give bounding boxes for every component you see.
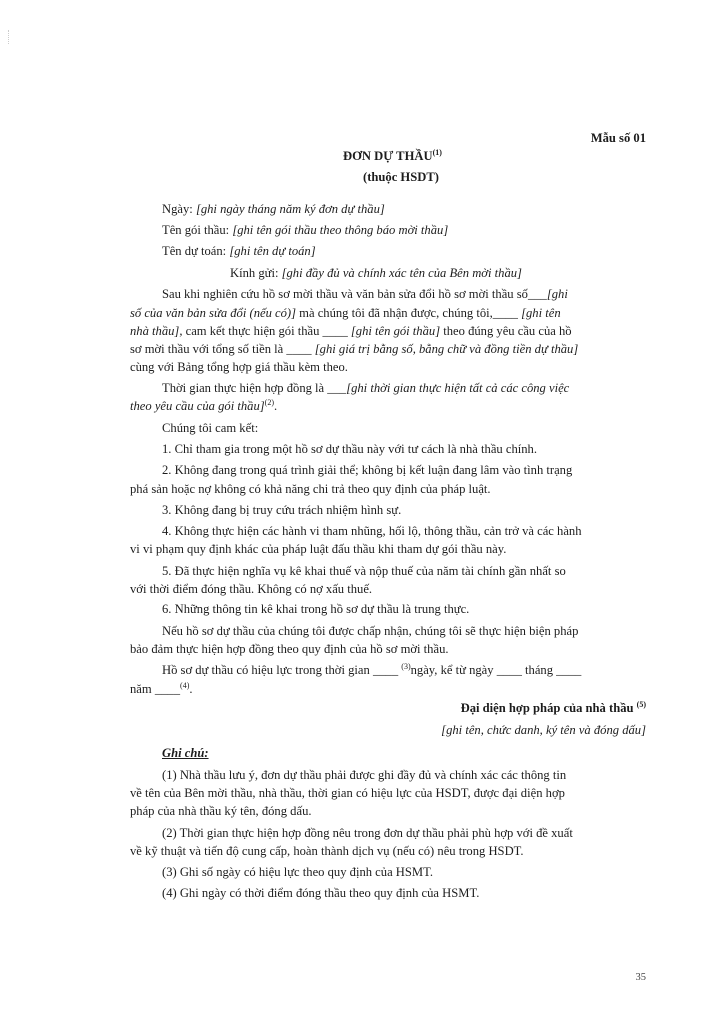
para4-line1: Hồ sơ dự thầu có hiệu lực trong thời gian ____ $^{(3)}$ngày, kể từ ngày ____ tháng ____ (162, 661, 582, 677)
notes-heading: Ghi chú: (162, 746, 209, 760)
scan-edge-mark (8, 30, 11, 44)
note-1-line3: pháp của nhà thầu ký tên, đóng dấu. (130, 804, 312, 818)
commit-item-4-line1: 4. Không thực hiện các hành vi tham nhũng, hối lộ, thông thầu, cản trở và các hành (162, 524, 582, 538)
para1-line1: Sau khi nghiên cứu hồ sơ mời thầu và văn bản sửa đổi hồ sơ mời thầu số___[ghi (162, 287, 568, 301)
commit-item-2-line2: phá sản hoặc nợ không có khả năng chi trả theo quy định của pháp luật. (130, 482, 491, 496)
note-4: (4) Ghi ngày có thời điểm đóng thầu theo quy định của HSMT. (162, 886, 480, 900)
document-title: ĐƠN DỰ THẦU$^{(1)}$ (343, 147, 442, 163)
recipient-line: Kính gửi: [ghi đầy đủ và chính xác tên của Bên mời thầu] (230, 266, 522, 280)
para4-line2: năm ____$^{(4)}$. (130, 680, 193, 696)
para1-line2: số của văn bản sửa đổi (nếu có)] mà chúng tôi đã nhận được, chúng tôi,____ [ghi tên (130, 306, 561, 320)
document-subtitle: (thuộc HSDT) (363, 170, 439, 184)
form-number: Mẫu số 01 (590, 131, 646, 145)
commit-item-3: 3. Không đang bị truy cứu trách nhiệm hình sự. (162, 503, 402, 517)
commit-item-2-line1: 2. Không đang trong quá trình giải thể; không bị kết luận đang lâm vào tình trạng (162, 463, 573, 477)
note-1-line2: về tên của Bên mời thầu, nhà thầu, thời gian có hiệu lực của HSDT, được đại diện hợp (130, 786, 565, 800)
commit-item-4-line2: vi vi phạm quy định khác của pháp luật đấu thầu khi tham dự gói thầu này. (130, 542, 507, 556)
para3-line2: bảo đảm thực hiện hợp đồng theo quy định của hồ sơ mời thầu. (130, 642, 449, 656)
note-1-line1: (1) Nhà thầu lưu ý, đơn dự thầu phải được ghi đầy đủ và chính xác các thông tin (162, 768, 567, 782)
para3-line1: Nếu hồ sơ dự thầu của chúng tôi được chấp nhận, chúng tôi sẽ thực hiện biện pháp (162, 624, 579, 638)
project-line: Tên dự toán: [ghi tên dự toán] (162, 244, 316, 258)
note-2-line2: về kỹ thuật và tiến độ cung cấp, hoàn thành dịch vụ (nếu có) nêu trong HSDT. (130, 844, 524, 858)
para1-line4: sơ mời thầu với tổng số tiền là ____ [ghi giá trị bằng số, bằng chữ và đồng tiền dự thầu] (130, 342, 579, 356)
commit-item-5-line1: 5. Đã thực hiện nghĩa vụ kê khai thuế và nộp thuế của năm tài chính gần nhất so (162, 564, 566, 578)
para1-line5: cùng với Bảng tổng hợp giá thầu kèm theo. (130, 360, 348, 374)
commit-item-6: 6. Những thông tin kê khai trong hồ sơ dự thầu là trung thực. (162, 602, 470, 616)
signature-note: [ghi tên, chức danh, ký tên và đóng dấu] (441, 723, 646, 737)
para2-line1: Thời gian thực hiện hợp đồng là ___[ghi thời gian thực hiện tất cả các công việc (162, 381, 570, 395)
note-2-line1: (2) Thời gian thực hiện hợp đồng nêu trong đơn dự thầu phải phù hợp với đề xuất (162, 826, 573, 840)
page-number: 35 (635, 972, 646, 983)
commit-item-5-line2: với thời điểm đóng thầu. Không có nợ xấu thuế. (130, 582, 373, 596)
commit-intro: Chúng tôi cam kết: (162, 421, 259, 435)
note-3: (3) Ghi số ngày có hiệu lực theo quy định của HSMT. (162, 865, 434, 879)
package-line: Tên gói thầu: [ghi tên gói thầu theo thông báo mời thầu] (162, 223, 449, 237)
commit-item-1: 1. Chỉ tham gia trong một hồ sơ dự thầu này với tư cách là nhà thầu chính. (162, 442, 537, 456)
para2-line2: theo yêu cầu của gói thầu]$^{(2)}$. (130, 397, 278, 413)
date-line: Ngày: [ghi ngày tháng năm ký đơn dự thầu] (162, 202, 385, 216)
para1-line3: nhà thầu], cam kết thực hiện gói thầu ____ [ghi tên gói thầu] theo đúng yêu cầu của hồ (130, 324, 572, 338)
signature-title: Đại diện hợp pháp của nhà thầu $^{(5)}$ (460, 699, 646, 715)
